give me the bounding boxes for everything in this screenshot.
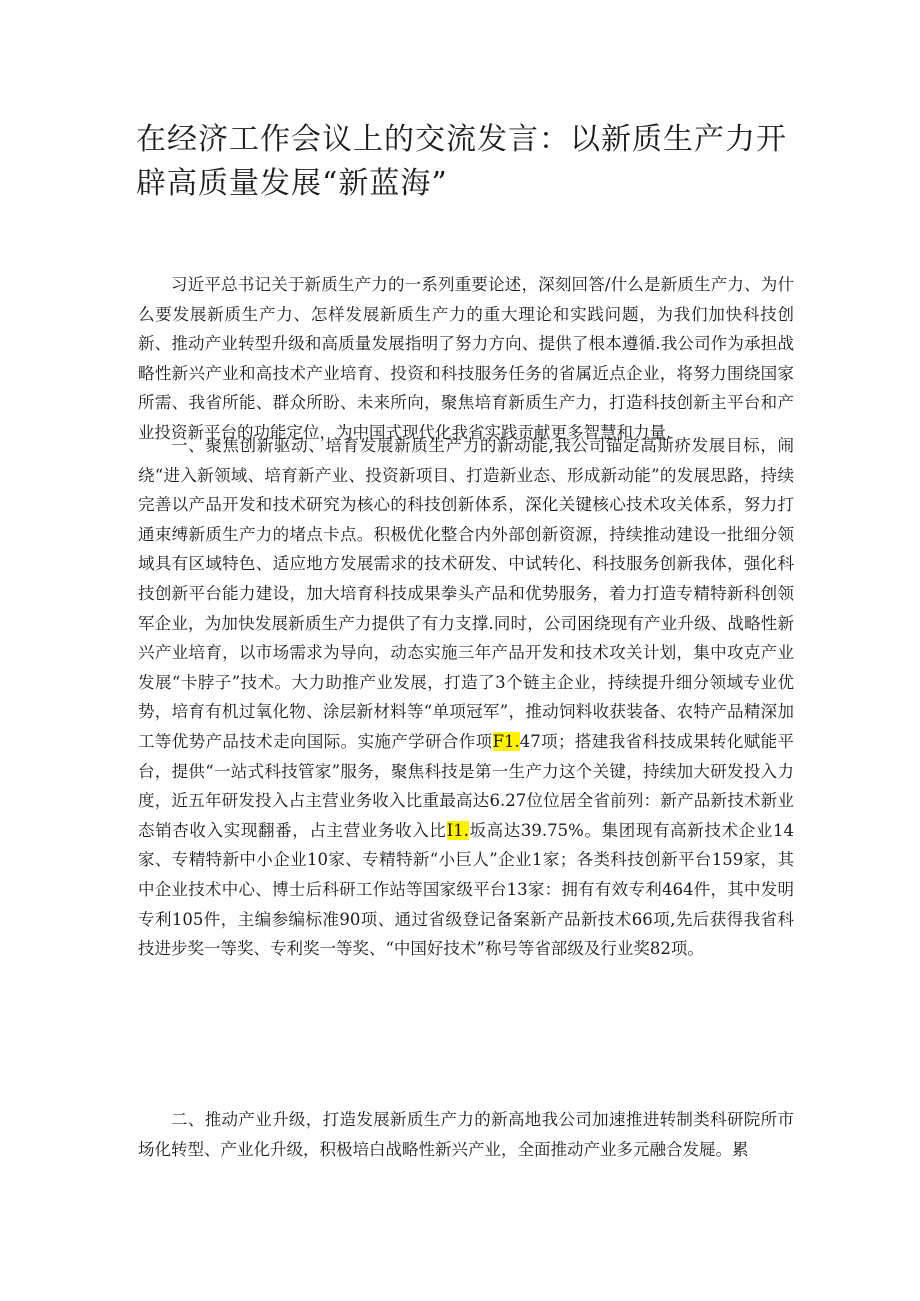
paragraph-text: 二、推动产业升级，打造发展新质生产力的新高地我公司加速推进转制类科研院所市场化转型、产业化升级，积极培白战略性新兴产业，全面推动产业多元融合发屣。累 xyxy=(138,1110,794,1159)
paragraph-section-one xyxy=(138,431,794,964)
paragraph-text: 坂高达39.75%。集团现有高新技术企业14家、专精特新中小企业10家、专精特新“小巨人”企业1家；各类科技创新平台159家，其中企业技术中心、博士后科研工作站等国家级平台13家：拥有有效专利464件，其中发明专利105件，主编参编标准90项、通过省级登记备案新产品新技术66项,先后获得我省科技进步奖一等奖、专利奖一等奖、“中国好技术”称号等省部级及行业奖82项。 xyxy=(138,820,795,959)
paragraph-text: 47项；搭建我省科技成果转化赋能平台，提供“一站式科技管家”服务，聚焦科技是第一生产力这个关键，持续加大研发投入力度，近五年研发投入占主营业务收入比重最高达6.27位位居全省前列：新产品新技术新业态销杏收入实现翻番，占主营业务收入比 xyxy=(138,731,795,840)
highlighted-text: I1. xyxy=(446,820,469,840)
paragraph-text: 习近平总书记关于新质生产力的一系列重要论述，深刻回答/什么是新质生产力、为什么要发展新质生产力、怎样发展新质生产力的重大理论和实践问题，为我们加快科技创新、推动产业转型升级和高质量发展指明了努力方向、提供了根本遵循.我公司作为承担战略性新兴产业和高技术产业培育、投资和科技服务任务的省属近点企业，将努力围绕国家所需、我省所能、群众所盼、未来所向，聚焦培育新质生产力，打造科技创新主平台和产业投资新平台的功能定位，为中国式现代化我省实践贡献更多智慧和力量. xyxy=(138,275,794,442)
paragraph-intro xyxy=(138,270,794,448)
document-title: 在经济工作会议上的交流发言：以新质生产力开辟高质量发展“新蓝海” xyxy=(136,122,787,201)
paragraph-section-two xyxy=(138,1105,794,1164)
paragraph-text: 一、聚焦创新驱动、培育发展新质生产力的新动能,我公司锚定高斯疥发展目标，闹绕“进入新领域、培育新产业、投资新项目、打造新业态、形成新动能”的发展思路，持续完善以产品开发和技术研究为核心的科技创新体系，深化关键核心技术攻关体系，努力打通束缚新质生产力的堵点卡点。积极优化整合内外部创新资源，持续推动建设一批细分领域具有区域特色、适应地方发展需求的技术研发、中试转化、科技服务创新我体，强化科技创新平台能力建设，加大培育科技成果拳头产品和优势服务，着力打造专精特新科创领军企业，为加快发展新质生产力提供了有力支撑.同时，公司困绕现有产业升级、战略性新兴产业培育，以市场需求为导向，动态实施三年产品开发和技术攻关计划，集中攻克产业发展“卡脖子”技术。大力助推产业发展，打造了3个链主企业，持续提升细分领域专业优势，培育有机过氧化物、涂层新材料等“单项冠军”，推动饲料收获装备、农特产品精深加工等优势产品技术走向国际。实施产学研合作项 xyxy=(138,436,794,751)
highlighted-text: F1. xyxy=(492,731,520,751)
